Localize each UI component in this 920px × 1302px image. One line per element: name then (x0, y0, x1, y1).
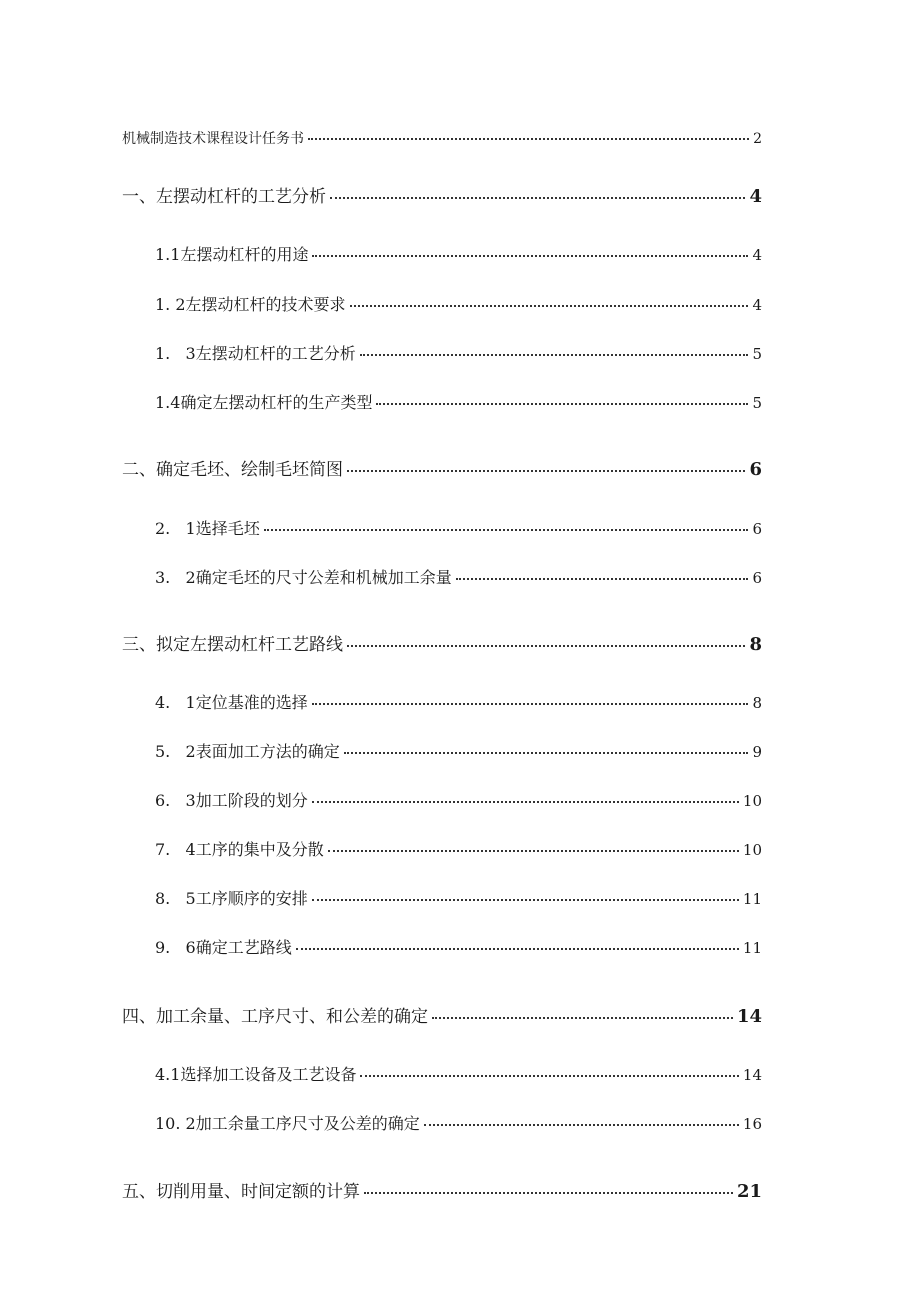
toc-entry-page: 14 (742, 1066, 762, 1084)
dot-leader (344, 741, 749, 757)
dot-leader (347, 458, 745, 475)
toc-entry-label: 机械制造技术课程设计任务书 (122, 131, 304, 147)
toc-entry-3-2[interactable] (155, 739, 762, 762)
dot-leader (312, 888, 739, 904)
toc-entry-page: 5 (752, 394, 762, 412)
toc-entry-page: 4 (752, 296, 762, 314)
toc-entry-page: 14 (736, 1006, 762, 1027)
toc-entry-page: 6 (749, 459, 762, 480)
toc-entry-page: 8 (749, 634, 762, 655)
toc-entry-3-1[interactable] (155, 690, 762, 713)
toc-entry-2-1[interactable] (155, 516, 762, 539)
toc-entry-label: 三、拟定左摆动杠杆工艺路线 (122, 635, 343, 655)
dot-leader (328, 839, 739, 855)
dot-leader (364, 1180, 733, 1197)
toc-entry-label: 1.1左摆动杠杆的用途 (155, 245, 309, 264)
toc-entry-label: 一、左摆动杠杆的工艺分析 (122, 187, 326, 207)
toc-entry-page: 10 (742, 792, 762, 810)
dot-leader (264, 518, 749, 534)
toc-entry-label: 8. 5工序顺序的安排 (155, 889, 308, 908)
toc-entry-page: 16 (742, 1115, 762, 1133)
toc-entry-label: 5. 2表面加工方法的确定 (155, 742, 340, 761)
toc-entry-page: 6 (752, 569, 762, 587)
toc-entry-page: 11 (742, 890, 762, 908)
toc-entry-label: 二、确定毛坯、绘制毛坯简图 (122, 460, 343, 480)
dot-leader (330, 185, 745, 202)
dot-leader (312, 790, 739, 806)
toc-entry-section-1[interactable] (122, 182, 762, 207)
toc-entry-page: 5 (752, 345, 762, 363)
toc-entry-section-5[interactable] (122, 1177, 762, 1202)
toc-entry-page: 2 (753, 131, 762, 147)
toc-entry-3-4[interactable] (155, 837, 762, 860)
toc-entry-2-2[interactable] (155, 565, 762, 588)
toc-entry-section-4[interactable] (122, 1002, 762, 1027)
toc-entry-3-6[interactable] (155, 935, 762, 958)
dot-leader (312, 692, 749, 708)
toc-entry-3-3[interactable] (155, 788, 762, 811)
toc-entry-page: 11 (742, 939, 762, 957)
toc-entry-task-book[interactable] (122, 128, 762, 148)
toc-entry-label: 1.4确定左摆动杠杆的生产类型 (155, 393, 373, 412)
toc-entry-page: 6 (752, 520, 762, 538)
toc-entry-label: 四、加工余量、工序尺寸、和公差的确定 (122, 1007, 428, 1027)
toc-entry-label: 1. 3左摆动杠杆的工艺分析 (155, 344, 356, 363)
toc-entry-label: 4.1选择加工设备及工艺设备 (155, 1065, 357, 1084)
toc-entry-page: 4 (749, 186, 762, 207)
toc-entry-label: 3. 2确定毛坯的尺寸公差和机械加工余量 (155, 568, 452, 587)
dot-leader (347, 633, 745, 650)
toc-entry-1-2[interactable] (155, 292, 762, 315)
dot-leader (308, 129, 749, 143)
toc-entry-1-1[interactable] (155, 242, 762, 265)
toc-entry-label: 10. 2加工余量工序尺寸及公差的确定 (155, 1114, 420, 1133)
toc-entry-label: 9. 6确定工艺路线 (155, 938, 292, 957)
dot-leader (296, 937, 739, 953)
toc-entry-label: 五、切削用量、时间定额的计算 (122, 1182, 360, 1202)
toc-entry-label: 2. 1选择毛坯 (155, 519, 260, 538)
toc-entry-page: 8 (752, 694, 762, 712)
dot-leader (360, 343, 749, 359)
dot-leader (312, 244, 748, 260)
toc-entry-page: 9 (752, 743, 762, 761)
toc-entry-label: 6. 3加工阶段的划分 (155, 791, 308, 810)
toc-entry-label: 4. 1定位基准的选择 (155, 693, 308, 712)
dot-leader (360, 1064, 738, 1080)
dot-leader (376, 392, 748, 408)
toc-entry-4-2[interactable] (155, 1111, 762, 1134)
toc-entry-page: 21 (736, 1181, 762, 1202)
toc-entry-section-3[interactable] (122, 630, 762, 655)
toc-entry-page: 4 (752, 246, 762, 264)
toc-entry-section-2[interactable] (122, 455, 762, 480)
dot-leader (424, 1113, 739, 1129)
toc-entry-label: 7. 4工序的集中及分散 (155, 840, 324, 859)
dot-leader (350, 294, 749, 310)
toc-entry-4-1[interactable] (155, 1062, 762, 1085)
dot-leader (456, 567, 749, 583)
toc-entry-1-3[interactable] (155, 341, 762, 364)
toc-entry-label: 1. 2左摆动杠杆的技术要求 (155, 295, 346, 314)
toc-entry-3-5[interactable] (155, 886, 762, 909)
toc-entry-page: 10 (742, 841, 762, 859)
toc-entry-1-4[interactable] (155, 390, 762, 413)
dot-leader (432, 1005, 733, 1022)
